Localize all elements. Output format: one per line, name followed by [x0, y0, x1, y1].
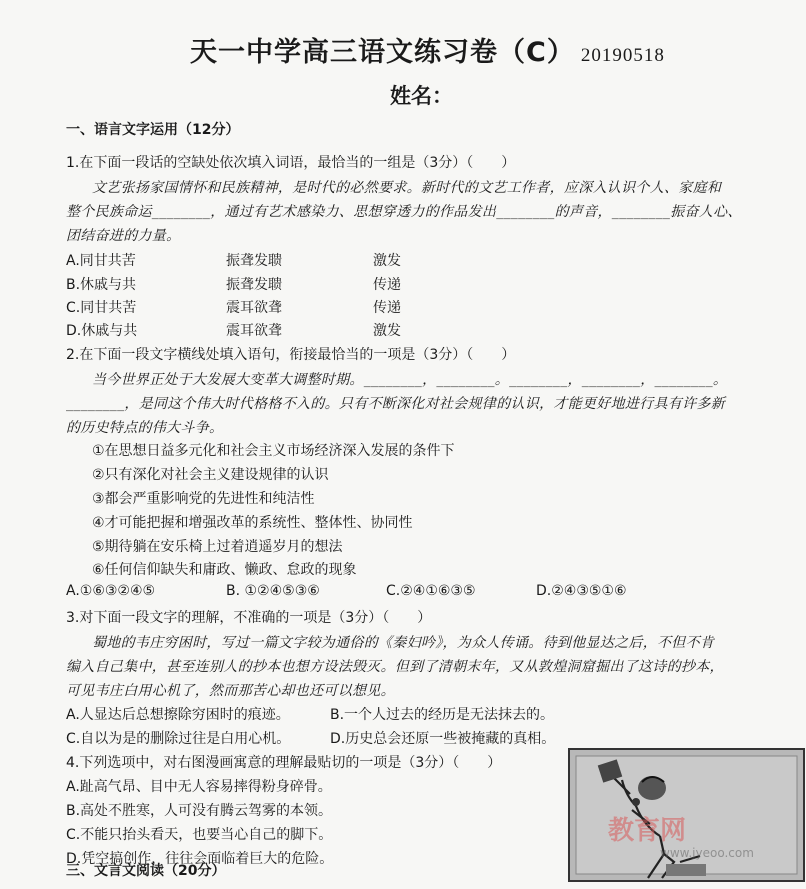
- q2-option-d: D.②④③⑤①⑥: [536, 583, 627, 599]
- q4-option-a: A.趾高气昂、目中无人容易摔得粉身碎骨。: [66, 779, 332, 795]
- q4-stem: 4.下列选项中，对右图漫画寓意的理解最贴切的一项是（3分）（ ）: [66, 755, 502, 771]
- watermark-url: www.jyeoo.com: [660, 846, 754, 860]
- title-text: 天一中学高三语文练习卷（C）: [190, 37, 575, 68]
- q1-option-d-word2: 震耳欲聋: [226, 323, 282, 339]
- q2-stem: 2.在下面一段文字横线处填入语句，衔接最恰当的一项是（3分）（ ）: [66, 347, 516, 363]
- q1-option-a-word2: 振聋发聩: [226, 253, 282, 269]
- q1-passage-line: 整个民族命运________，通过有艺术感染力、思想穿透力的作品发出________的声音，________振奋人心、: [66, 204, 742, 220]
- q3-option-a: A.人显达后总想擦除穷困时的痕迹。: [66, 707, 290, 723]
- q2-item: ②只有深化对社会主义建设规律的认识: [92, 467, 329, 483]
- q2-item: ⑥任何信仰缺失和庸政、懒政、怠政的现象: [92, 562, 357, 578]
- cartoon-figure-icon: [570, 750, 803, 880]
- q3-passage-line: 蜀地的韦庄穷困时，写过一篇文字较为通俗的《秦妇吟》，为众人传诵。待到他显达之后，不但不肯: [92, 635, 715, 651]
- q1-passage-line: 团结奋进的力量。: [66, 228, 181, 244]
- title-date: 20190518: [580, 45, 665, 66]
- q1-option-d-word3: 激发: [373, 323, 401, 339]
- q2-option-c: C.②④①⑥③⑤: [386, 583, 476, 599]
- q1-option-b-word2: 振聋发聩: [226, 277, 282, 293]
- q2-item: ①在思想日益多元化和社会主义市场经济深入发展的条件下: [92, 443, 455, 459]
- section1-heading: 一、语言文字运用（12分）: [66, 122, 240, 138]
- q1-option-c-word1: C.同甘共苦: [66, 300, 137, 316]
- q3-passage-line: 可见韦庄白用心机了，然而那苦心却也还可以想见。: [66, 683, 395, 699]
- q1-option-c-word3: 传递: [373, 300, 401, 316]
- cartoon-image: [568, 748, 805, 882]
- q2-option-a: A.①⑥③②④⑤: [66, 583, 156, 599]
- q3-passage-line: 编入自己集中，甚至连别人的抄本也想方设法毁灭。但到了清朝末年，又从敦煌洞窟掘出了这诗的抄本，: [66, 659, 724, 675]
- q1-option-b-word3: 传递: [373, 277, 401, 293]
- q1-option-a-word1: A.同甘共苦: [66, 253, 136, 269]
- q2-option-b: B. ①②④⑤③⑥: [226, 583, 320, 599]
- page-title: [190, 30, 665, 69]
- q1-option-a-word3: 激发: [373, 253, 401, 269]
- name-label: 姓名：: [390, 84, 453, 108]
- q2-passage-line: 当今世界正处于大发展大变革大调整时期。________，________。________，________，________。: [92, 372, 728, 388]
- q4-option-b: B.高处不胜寒，人可没有腾云驾雾的本领。: [66, 803, 333, 819]
- section3-heading: 三、文言文阅读（20分）: [66, 863, 226, 879]
- q2-item: ③都会严重影响党的先进性和纯洁性: [92, 491, 315, 507]
- q2-passage-line: ________，是同这个伟大时代格格不入的。只有不断深化对社会规律的认识，才能更好地进行具有许多新: [66, 396, 725, 412]
- q3-option-c: C.自以为是的删除过往是白用心机。: [66, 731, 291, 747]
- q1-option-d-word1: D.休戚与共: [66, 323, 138, 339]
- q4-option-d: D.凭空搞创作，往往会面临着巨大的危险。: [66, 851, 334, 867]
- q4-option-c: C.不能只抬头看天，也要当心自己的脚下。: [66, 827, 333, 843]
- q2-item: ④才可能把握和增强改革的系统性、整体性、协同性: [92, 515, 413, 531]
- q3-option-b: B.一个人过去的经历是无法抹去的。: [330, 707, 555, 723]
- watermark-text: 教育网: [608, 816, 687, 846]
- q2-item: ⑤期待躺在安乐椅上过着逍遥岁月的想法: [92, 539, 343, 555]
- q1-option-b-word1: B.休戚与共: [66, 277, 137, 293]
- q3-option-d: D.历史总会还原一些被掩藏的真相。: [330, 731, 556, 747]
- q1-passage-line: 文艺张扬家国情怀和民族精神，是时代的必然要求。新时代的文艺工作者，应深入认识个人、家庭和: [92, 180, 722, 196]
- q3-stem: 3.对下面一段文字的理解，不准确的一项是（3分）（ ）: [66, 610, 432, 626]
- q1-stem: 1.在下面一段话的空缺处依次填入词语，最恰当的一组是（3分）（ ）: [66, 155, 516, 171]
- q1-option-c-word2: 震耳欲聋: [226, 300, 282, 316]
- q2-passage-line: 的历史特点的伟大斗争。: [66, 420, 224, 436]
